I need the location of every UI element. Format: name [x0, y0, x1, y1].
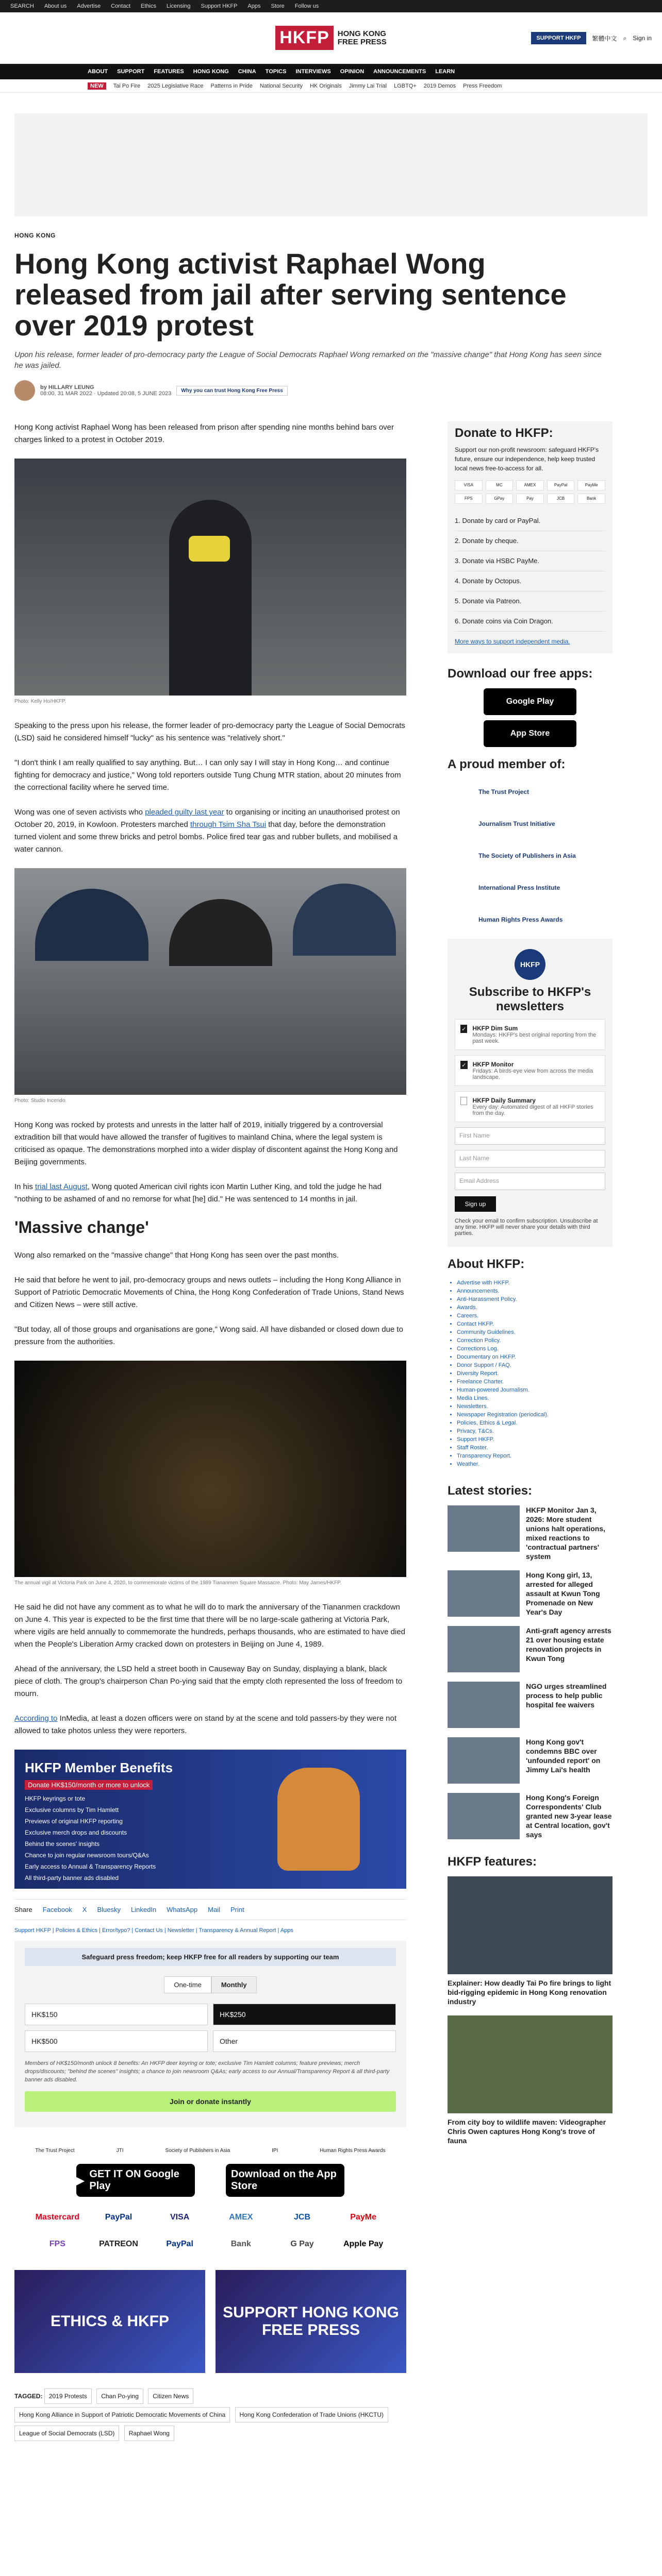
- option-title: HKFP Dim Sum: [472, 1025, 518, 1032]
- features-heading: HKFP features:: [448, 1855, 537, 1869]
- article-title: Hong Kong activist Raphael Wong released from jail after serving sentence over 2019 protest: [14, 247, 567, 342]
- topbar-link[interactable]: Follow us: [294, 3, 319, 9]
- last-name-input[interactable]: Last Name: [455, 1150, 605, 1167]
- benefit-item: Early access to Annual & Transparency Reports: [25, 1863, 156, 1870]
- nav-item[interactable]: OPINION: [340, 69, 365, 75]
- site-header: [0, 12, 662, 64]
- benefit-item: Behind the scenes' insights: [25, 1840, 100, 1848]
- subscribe-note: Check your email to confirm subscription. Unsubscribe at any time. HKFP will never share your details with third parties.: [455, 1218, 598, 1236]
- benefit-item: All third-party banner ads disabled: [25, 1874, 119, 1882]
- story-item[interactable]: [448, 1793, 613, 1839]
- latest-heading: Latest stories:: [448, 1484, 533, 1498]
- text: that day, before the demonstration turned violent and some threw bricks and petrol bombs. Police fired tear gas and rubber bullets, and mobilised a water cannon.: [14, 820, 398, 854]
- pay-icon: PayMe: [577, 480, 605, 490]
- story-thumbnail[interactable]: [448, 1626, 520, 1672]
- amount-option[interactable]: HK$500: [25, 2030, 208, 2052]
- tag[interactable]: 2019 Protests: [44, 2388, 92, 2404]
- benefit-item: HKFP keyrings or tote: [25, 1795, 86, 1802]
- donate-option[interactable]: 5. Donate via Patreon.: [455, 591, 605, 612]
- share-linkedin[interactable]: LinkedIn: [131, 1906, 157, 1913]
- tag[interactable]: Citizen News: [148, 2388, 193, 2404]
- paragraph: [14, 1713, 406, 1737]
- share-print[interactable]: Print: [230, 1906, 244, 1913]
- nav-item[interactable]: HONG KONG: [193, 69, 229, 75]
- benefit-item: Chance to join regular newsroom tours/Q&As: [25, 1852, 149, 1859]
- about-link[interactable]: • Media Lines.: [457, 1394, 613, 1402]
- donate-option[interactable]: 1. Donate by card or PayPal.: [455, 511, 605, 531]
- about-link[interactable]: • Support HKFP.: [457, 1435, 613, 1444]
- signup-button[interactable]: Sign up: [455, 1196, 496, 1212]
- benefits-title: HKFP Member Benefits: [25, 1760, 173, 1775]
- payment-logo[interactable]: JCB: [293, 2213, 310, 2222]
- payment-logo[interactable]: FPS: [49, 2240, 65, 2248]
- paragraph: Speaking to the press upon his release, the former leader of pro-democracy party the League of Social Democrats (LSD) said he considered himself "lucky" as his sentence was "relatively short.": [14, 721, 405, 742]
- support-promo[interactable]: SUPPORT HONG KONG FREE PRESS: [216, 2270, 406, 2373]
- tag[interactable]: Hong Kong Alliance in Support of Patriotic Democratic Movements of China: [14, 2407, 230, 2422]
- amount-options: [25, 2004, 396, 2052]
- apps-heading: Download our free apps:: [448, 667, 593, 681]
- amount-option[interactable]: HK$150: [25, 2004, 208, 2025]
- app-store-row: [14, 2164, 406, 2197]
- paragraph: Ahead of the anniversary, the LSD held a street booth in Causeway Bay on Sunday, displaying a blank, black piece of cloth. The group's chairperson Chan Po-ying said that the empty cloth represented the loss of freedom to mourn.: [14, 1665, 403, 1698]
- share-x[interactable]: X: [82, 1906, 87, 1913]
- share-label: Share: [14, 1906, 32, 1913]
- member-logo[interactable]: The Society of Publishers in Asia: [478, 852, 576, 859]
- about-link[interactable]: • Newspaper Registration (periodical).: [457, 1411, 613, 1419]
- nav-item[interactable]: SUPPORT: [117, 69, 145, 75]
- benefits-sub: Donate HK$150/month or more to unlock: [25, 1780, 153, 1790]
- story-title[interactable]: NGO urges streamlined process to help public hospital fee waivers: [526, 1682, 607, 1709]
- section-heading: 'Massive change': [14, 1218, 149, 1236]
- about-link[interactable]: • Diversity Report.: [457, 1369, 613, 1378]
- checkbox-checked-icon[interactable]: ✓: [460, 1025, 467, 1033]
- hkfp-badge: HKFP: [515, 949, 545, 980]
- main-nav: [0, 64, 662, 79]
- tab-monthly[interactable]: Monthly: [211, 1976, 257, 1993]
- about-link[interactable]: • Announcements.: [457, 1287, 613, 1295]
- photo-caption: Photo: Studio Incendo.: [14, 1098, 67, 1104]
- about-link[interactable]: • Freelance Charter.: [457, 1378, 613, 1386]
- story-thumbnail[interactable]: [448, 1505, 520, 1552]
- about-link[interactable]: • Documentary on HKFP.: [457, 1353, 613, 1361]
- pay-icon: AMEX: [516, 480, 544, 490]
- tag-list: [14, 2388, 406, 2444]
- join-button[interactable]: Join or donate instantly: [25, 2091, 396, 2112]
- google-play-button[interactable]: [76, 2164, 195, 2197]
- support-note: Members of HK$150/month unlock 8 benefits: An HKFP deer keyring or tote; exclusive Tim Hamlett columns; feature previews; merch drops/discounts; "behind the scenes" insights; a chance to join newsroom Q&As; early access to our Annual/Transparency Report & all third-party banner ads disabled.: [25, 2060, 390, 2083]
- about-link[interactable]: • Privacy, T&Cs.: [457, 1427, 613, 1435]
- trending-bar: [0, 79, 662, 93]
- photo-protest-umbrellas: [14, 868, 406, 1095]
- first-name-input[interactable]: First Name: [455, 1127, 605, 1145]
- footer-links[interactable]: Support HKFP | Policies & Ethics | Error/typo? | Contact Us | Newsletter | Transparency & Annual Report | Apps: [14, 1927, 293, 1934]
- topbar-link[interactable]: About us: [44, 3, 67, 9]
- feature-title[interactable]: From city boy to wildlife maven: Videographer Chris Owen captures Hong Kong's trove of fauna: [448, 2118, 606, 2145]
- feature-image[interactable]: [448, 1876, 613, 1974]
- byline: by HILLARY LEUNG 08:00, 31 MAR 2022 · Updated 20:08, 5 JUNE 2023 Why you can trust Hong Kong Free Press: [14, 380, 648, 401]
- article-header: [14, 227, 648, 401]
- nav-item[interactable]: LEARN: [435, 69, 455, 75]
- member-logo[interactable]: International Press Institute: [478, 884, 560, 891]
- logo-line: HONG KONG: [337, 29, 386, 38]
- feature-item[interactable]: [448, 2015, 613, 2145]
- support-banner[interactable]: Safeguard press freedom; keep HKFP free for all readers by supporting our team: [25, 1948, 396, 1966]
- option-desc: Mondays: HKFP's best original reporting from the past week.: [472, 1032, 597, 1044]
- support-button[interactable]: SUPPORT HKFP: [531, 32, 586, 44]
- ad-slot: [14, 113, 648, 216]
- share-bar: [14, 1899, 406, 1920]
- payment-icons: [455, 480, 605, 504]
- story-item[interactable]: [448, 1570, 613, 1617]
- payment-logo[interactable]: AMEX: [229, 2213, 253, 2222]
- checkbox-icon[interactable]: [460, 1097, 467, 1105]
- logo-mark: HKFP: [275, 26, 334, 50]
- payment-methods: [30, 2207, 391, 2255]
- about-link[interactable]: • Advertise with HKFP.: [457, 1279, 613, 1287]
- topbar-link[interactable]: Support HKFP: [201, 3, 238, 9]
- header-actions: [531, 32, 652, 44]
- story-thumbnail[interactable]: [448, 1737, 520, 1784]
- benefit-item: Exclusive columns by Tim Hamlett: [25, 1806, 119, 1814]
- language-link[interactable]: 繁體中文: [592, 35, 617, 42]
- amount-option-other[interactable]: Other: [213, 2030, 396, 2052]
- topbar-link[interactable]: Licensing: [167, 3, 191, 9]
- nav-item[interactable]: CHINA: [238, 69, 256, 75]
- content-columns: [14, 421, 648, 2444]
- trending-link[interactable]: 2025 Legislative Race: [147, 82, 204, 89]
- trending-link[interactable]: HK Originals: [309, 82, 342, 89]
- about-link[interactable]: • Human-powered Journalism.: [457, 1386, 613, 1394]
- about-link[interactable]: • Correction Policy.: [457, 1336, 613, 1345]
- option-desc: Every day: Automated digest of all HKFP stories from the day.: [472, 1104, 593, 1116]
- payment-logo[interactable]: PayPal: [166, 2240, 193, 2248]
- nav-item[interactable]: INTERVIEWS: [295, 69, 331, 75]
- payment-logo[interactable]: PayPal: [105, 2213, 133, 2222]
- feature-item[interactable]: [448, 1876, 613, 2006]
- tag[interactable]: Hong Kong Confederation of Trade Unions (HKCTU): [235, 2407, 388, 2422]
- pay-icon: Pay: [516, 494, 544, 504]
- story-item[interactable]: [448, 1737, 613, 1784]
- frequency-tabs: [25, 1976, 396, 1993]
- store-label: Download on the App Store: [231, 2168, 337, 2192]
- paragraph: Wong also remarked on the "massive change" that Hong Kong has seen over the past months.: [14, 1251, 339, 1260]
- pay-icon: GPay: [486, 494, 514, 504]
- category-kicker[interactable]: HONG KONG: [14, 232, 56, 239]
- payment-logo[interactable]: Bank: [230, 2240, 251, 2248]
- member-heading: A proud member of:: [448, 757, 566, 771]
- payment-logo[interactable]: PATREON: [99, 2240, 138, 2248]
- signin-link[interactable]: Sign in: [633, 35, 652, 42]
- nav-item[interactable]: ANNOUNCEMENTS: [373, 69, 426, 75]
- option-title: HKFP Monitor: [472, 1061, 514, 1068]
- nav-item[interactable]: FEATURES: [154, 69, 184, 75]
- member-logo[interactable]: Human Rights Press Awards: [478, 916, 563, 923]
- topbar-link[interactable]: Contact: [111, 3, 131, 9]
- member-logo[interactable]: Journalism Trust Initiative: [478, 820, 555, 827]
- updated-date: Updated 20:08, 5 JUNE 2023: [97, 391, 172, 397]
- about-link[interactable]: • Weather.: [457, 1460, 613, 1468]
- topbar-link[interactable]: Store: [271, 3, 285, 9]
- nav-item[interactable]: TOPICS: [265, 69, 287, 75]
- author-name[interactable]: by HILLARY LEUNG: [40, 384, 94, 391]
- about-link[interactable]: • Transparency Report.: [457, 1452, 613, 1460]
- payment-logo[interactable]: Mastercard: [35, 2213, 80, 2222]
- store-label: GET IT ON Google Play: [89, 2168, 179, 2192]
- text: InMedia, at least a dozen officers were on stand by at the scene and told passers-by they were not allowed to take photos unless they were reporters.: [14, 1714, 396, 1735]
- checkbox-checked-icon[interactable]: ✓: [460, 1061, 468, 1069]
- email-input[interactable]: Email Address: [455, 1173, 605, 1190]
- top-utility-bar: [0, 0, 662, 12]
- inline-link[interactable]: According to: [14, 1714, 58, 1723]
- app-store-button[interactable]: [226, 2164, 344, 2197]
- paragraph: "But today, all of those groups and organisations are gone," Wong said. All have disbanded or closed down due to pressure from the authorities.: [14, 1325, 403, 1346]
- photo-caption: The annual vigil at Victoria Park on June 4, 2020, to commemorate victims of the 1989 Tiananmen Square Massacre. Photo: May James/HKFP.: [14, 1580, 342, 1586]
- about-heading: About HKFP:: [448, 1257, 525, 1271]
- photo-vigil: [14, 1361, 406, 1577]
- story-title[interactable]: Hong Kong girl, 13, arrested for alleged assault at Kwun Tong Promenade on New Year's Day: [526, 1571, 600, 1616]
- site-logo[interactable]: [275, 26, 387, 50]
- paragraph: [14, 806, 406, 856]
- tab-one-time[interactable]: One-time: [164, 1976, 211, 1993]
- about-link[interactable]: • Awards.: [457, 1303, 613, 1312]
- option-desc: Fridays: A birds-eye view from across the media landscape.: [472, 1068, 593, 1080]
- benefit-item: Exclusive merch drops and discounts: [25, 1829, 127, 1836]
- payment-logo[interactable]: G Pay: [290, 2240, 314, 2248]
- promo-row: [14, 2270, 406, 2373]
- topbar-link[interactable]: SEARCH: [10, 3, 34, 9]
- donate-options: [455, 511, 605, 632]
- umbrella-shape: [293, 884, 396, 956]
- paragraph: Hong Kong activist Raphael Wong has been released from prison after spending nine months behind bars over charges linked to a protest in October 2019.: [14, 423, 394, 444]
- member-logo[interactable]: JTI: [116, 2148, 124, 2154]
- author-avatar: [14, 380, 35, 401]
- donate-heading: Donate to HKFP:: [455, 426, 553, 440]
- inline-link[interactable]: trial last August: [35, 1182, 88, 1191]
- about-link[interactable]: • Contact HKFP.: [457, 1320, 613, 1328]
- donate-text: Support our non-profit newsroom: safeguard HKFP's future, ensure our independence, help keep trusted local news free-to-access for all.: [455, 446, 599, 472]
- paragraph: "I don't think I am really qualified to say anything. But… I can only say I will stay in Hong Kong… and continue fighting for democracy and justice," Wong told reporters outside Tung Chung MTR station, about 20 minutes from the correctional facility where he served time.: [14, 758, 401, 792]
- trending-link[interactable]: National Security: [259, 82, 303, 89]
- share-whatsapp[interactable]: WhatsApp: [167, 1906, 198, 1913]
- donate-option[interactable]: 6. Donate coins via Coin Dragon.: [455, 612, 605, 632]
- story-title[interactable]: Hong Kong gov't condemns BBC over 'unfounded report' on Jimmy Lai's health: [526, 1738, 601, 1774]
- support-widget: [14, 1941, 406, 2127]
- inline-link[interactable]: through Tsim Sha Tsui: [190, 820, 267, 829]
- umbrella-shape: [169, 899, 272, 966]
- play-icon: ▶: [76, 2175, 85, 2187]
- pay-icon: PayPal: [547, 480, 575, 490]
- member-logo[interactable]: Society of Publishers in Asia: [165, 2148, 230, 2154]
- member-logo[interactable]: IPI: [272, 2148, 278, 2154]
- text: Wong was one of seven activists who: [14, 808, 145, 817]
- member-logo[interactable]: The Trust Project: [478, 788, 529, 795]
- story-thumbnail[interactable]: [448, 1570, 520, 1617]
- donate-option[interactable]: 2. Donate by cheque.: [455, 531, 605, 551]
- story-title[interactable]: HKFP Monitor Jan 3, 2026: More student unions halt operations, mixed reactions to 'contractual partners' system: [526, 1506, 606, 1561]
- about-link[interactable]: • Corrections Log.: [457, 1345, 613, 1353]
- about-list: [448, 1279, 613, 1468]
- story-item[interactable]: [448, 1682, 613, 1728]
- publish-date: 08:00, 31 MAR 2022: [40, 391, 92, 397]
- story-thumbnail[interactable]: [448, 1793, 520, 1839]
- sidebar: [437, 421, 613, 2444]
- newsletter-option[interactable]: [455, 1055, 605, 1086]
- donate-option[interactable]: 4. Donate by Octopus.: [455, 571, 605, 591]
- paragraph: [14, 1181, 406, 1206]
- feature-title[interactable]: Explainer: How deadly Tai Po fire brings to light bid-rigging epidemic in Hong Kong renovation industry: [448, 1979, 611, 2006]
- newsletter-option[interactable]: [455, 1091, 605, 1122]
- share-mail[interactable]: Mail: [208, 1906, 220, 1913]
- story-title[interactable]: Hong Kong's Foreign Correspondents' Club granted new 3-year lease at Central location, gov't says: [526, 1793, 612, 1839]
- share-bluesky[interactable]: Bluesky: [97, 1906, 121, 1913]
- trending-link[interactable]: Tai Po Fire: [113, 82, 141, 89]
- tag[interactable]: Chan Po-ying: [96, 2388, 143, 2404]
- donate-box: [448, 421, 613, 653]
- payment-logo[interactable]: Apple Pay: [343, 2240, 384, 2248]
- umbrella-shape: [35, 889, 148, 961]
- amount-option-selected[interactable]: HK$250: [213, 2004, 396, 2025]
- member-logo[interactable]: Human Rights Press Awards: [320, 2148, 386, 2154]
- tag[interactable]: League of Social Democrats (LSD): [14, 2426, 119, 2441]
- yellow-mask: [189, 536, 230, 562]
- trending-link[interactable]: 2019 Demos: [423, 82, 456, 89]
- about-link[interactable]: • Donor Support / FAQ.: [457, 1361, 613, 1369]
- trust-badge[interactable]: Why you can trust Hong Kong Free Press: [176, 386, 287, 396]
- payment-logo[interactable]: PayMe: [350, 2213, 376, 2222]
- logo-line: FREE PRESS: [337, 37, 387, 46]
- payment-logo[interactable]: VISA: [170, 2213, 190, 2222]
- about-link[interactable]: • Newsletters.: [457, 1402, 613, 1411]
- about-link[interactable]: • Careers.: [457, 1312, 613, 1320]
- tags-label: TAGGED:: [14, 2393, 43, 2400]
- trending-link[interactable]: Jimmy Lai Trial: [349, 82, 387, 89]
- paragraph: He said that before he went to jail, pro-democracy groups and news outlets – including the Hong Kong Alliance in Support of Patriotic Democratic Movements of China, the Hong Kong Confederation of Trade Unions, Stand News and Citizen News – were still active.: [14, 1276, 404, 1309]
- feature-image[interactable]: [448, 2015, 613, 2113]
- topbar-link[interactable]: Advertise: [77, 3, 101, 9]
- trending-link[interactable]: Press Freedom: [463, 82, 502, 89]
- paragraph: He said he did not have any comment as to what he will do to mark the anniversary of the Tiananmen crackdown on June 4. This year is expected to be the first time that there will be no large-scale gathering at Victoria Park, where vigils are held annually to commemorate the hundreds, perhaps thousands, who are estimated to have died when the People's Liberation Army cracked down on protesters in Beijing on June 4, 1989.: [14, 1603, 405, 1649]
- trending-link[interactable]: Patterns in Pride: [210, 82, 253, 89]
- nav-item[interactable]: ABOUT: [88, 69, 108, 75]
- text: In his: [14, 1182, 36, 1191]
- member-benefits-banner[interactable]: [14, 1750, 406, 1889]
- logo-text: [338, 30, 387, 46]
- story-title[interactable]: Anti-graft agency arrests 21 over housing estate renovation projects in Kwun Tong: [526, 1626, 611, 1663]
- article-body: [14, 421, 406, 2444]
- pay-icon: JCB: [547, 494, 575, 504]
- inline-link[interactable]: pleaded guilty last year: [145, 808, 224, 817]
- about-link[interactable]: • Policies, Ethics & Legal.: [457, 1419, 613, 1427]
- pay-icon: FPS: [455, 494, 483, 504]
- newsletter-title: Subscribe to HKFP's newsletters: [469, 985, 591, 1013]
- photo-caption: Photo: Kelly Ho/HKFP.: [14, 699, 66, 704]
- photo-raphael-wong: [14, 459, 406, 696]
- topbar-link[interactable]: Apps: [247, 3, 261, 9]
- new-badge: NEW: [88, 82, 106, 90]
- text: , Wong quoted American civil rights icon Martin Luther King, and told the judge he had "nothing to be ashamed of and no remorse for what [he] did." He was sentenced to 14 months in jail.: [14, 1182, 382, 1204]
- story-item[interactable]: [448, 1505, 613, 1561]
- more-ways-link[interactable]: More ways to support independent media.: [455, 638, 570, 645]
- about-link[interactable]: • Community Guidelines.: [457, 1328, 613, 1336]
- trending-link[interactable]: LGBTQ+: [394, 82, 417, 89]
- member-logo[interactable]: The Trust Project: [35, 2148, 75, 2154]
- benefit-item: Previews of original HKFP reporting: [25, 1818, 123, 1825]
- article-deck: Upon his release, former leader of pro-democracy party the League of Social Democrats Raphael Wong remarked on the "massive change" that Hong Kong has seen since he was jailed.: [14, 350, 602, 370]
- about-link[interactable]: • Anti-Harassment Policy.: [457, 1295, 613, 1303]
- donate-option[interactable]: 3. Donate via HSBC PayMe.: [455, 551, 605, 571]
- story-thumbnail[interactable]: [448, 1682, 520, 1728]
- newsletter-box: [448, 939, 613, 1247]
- tag[interactable]: Raphael Wong: [124, 2426, 174, 2441]
- member-logos-row: [14, 2148, 406, 2154]
- app-store-button[interactable]: App Store: [484, 720, 576, 747]
- story-item[interactable]: [448, 1626, 613, 1672]
- search-icon[interactable]: ⌕: [623, 34, 627, 42]
- google-play-button[interactable]: Google Play: [484, 688, 576, 715]
- pay-icon: MC: [486, 480, 514, 490]
- paragraph: Hong Kong was rocked by protests and unrests in the latter half of 2019, initially triggered by a controversial extradition bill that would have allowed the transfer of fugitives to mainland China, where the legal system is criticised as opaque. The demonstrations morphed into a wider display of discontent against the Hong Kong and Beijing governments.: [14, 1121, 398, 1166]
- pay-icon: Bank: [577, 494, 605, 504]
- deer-mascot-icon: [277, 1768, 360, 1871]
- ethics-promo[interactable]: ETHICS & HKFP: [14, 2270, 205, 2373]
- newsletter-option[interactable]: [455, 1019, 605, 1050]
- text: to organising or inciting an unauthorised protest on October 20, 2019, in Kowloon. Protesters marched: [14, 808, 400, 829]
- about-link[interactable]: • Staff Roster.: [457, 1444, 613, 1452]
- option-title: HKFP Daily Summary: [472, 1097, 536, 1104]
- share-facebook[interactable]: Facebook: [42, 1906, 72, 1913]
- person-silhouette: [169, 500, 252, 696]
- topbar-link[interactable]: Ethics: [141, 3, 157, 9]
- pay-icon: VISA: [455, 480, 483, 490]
